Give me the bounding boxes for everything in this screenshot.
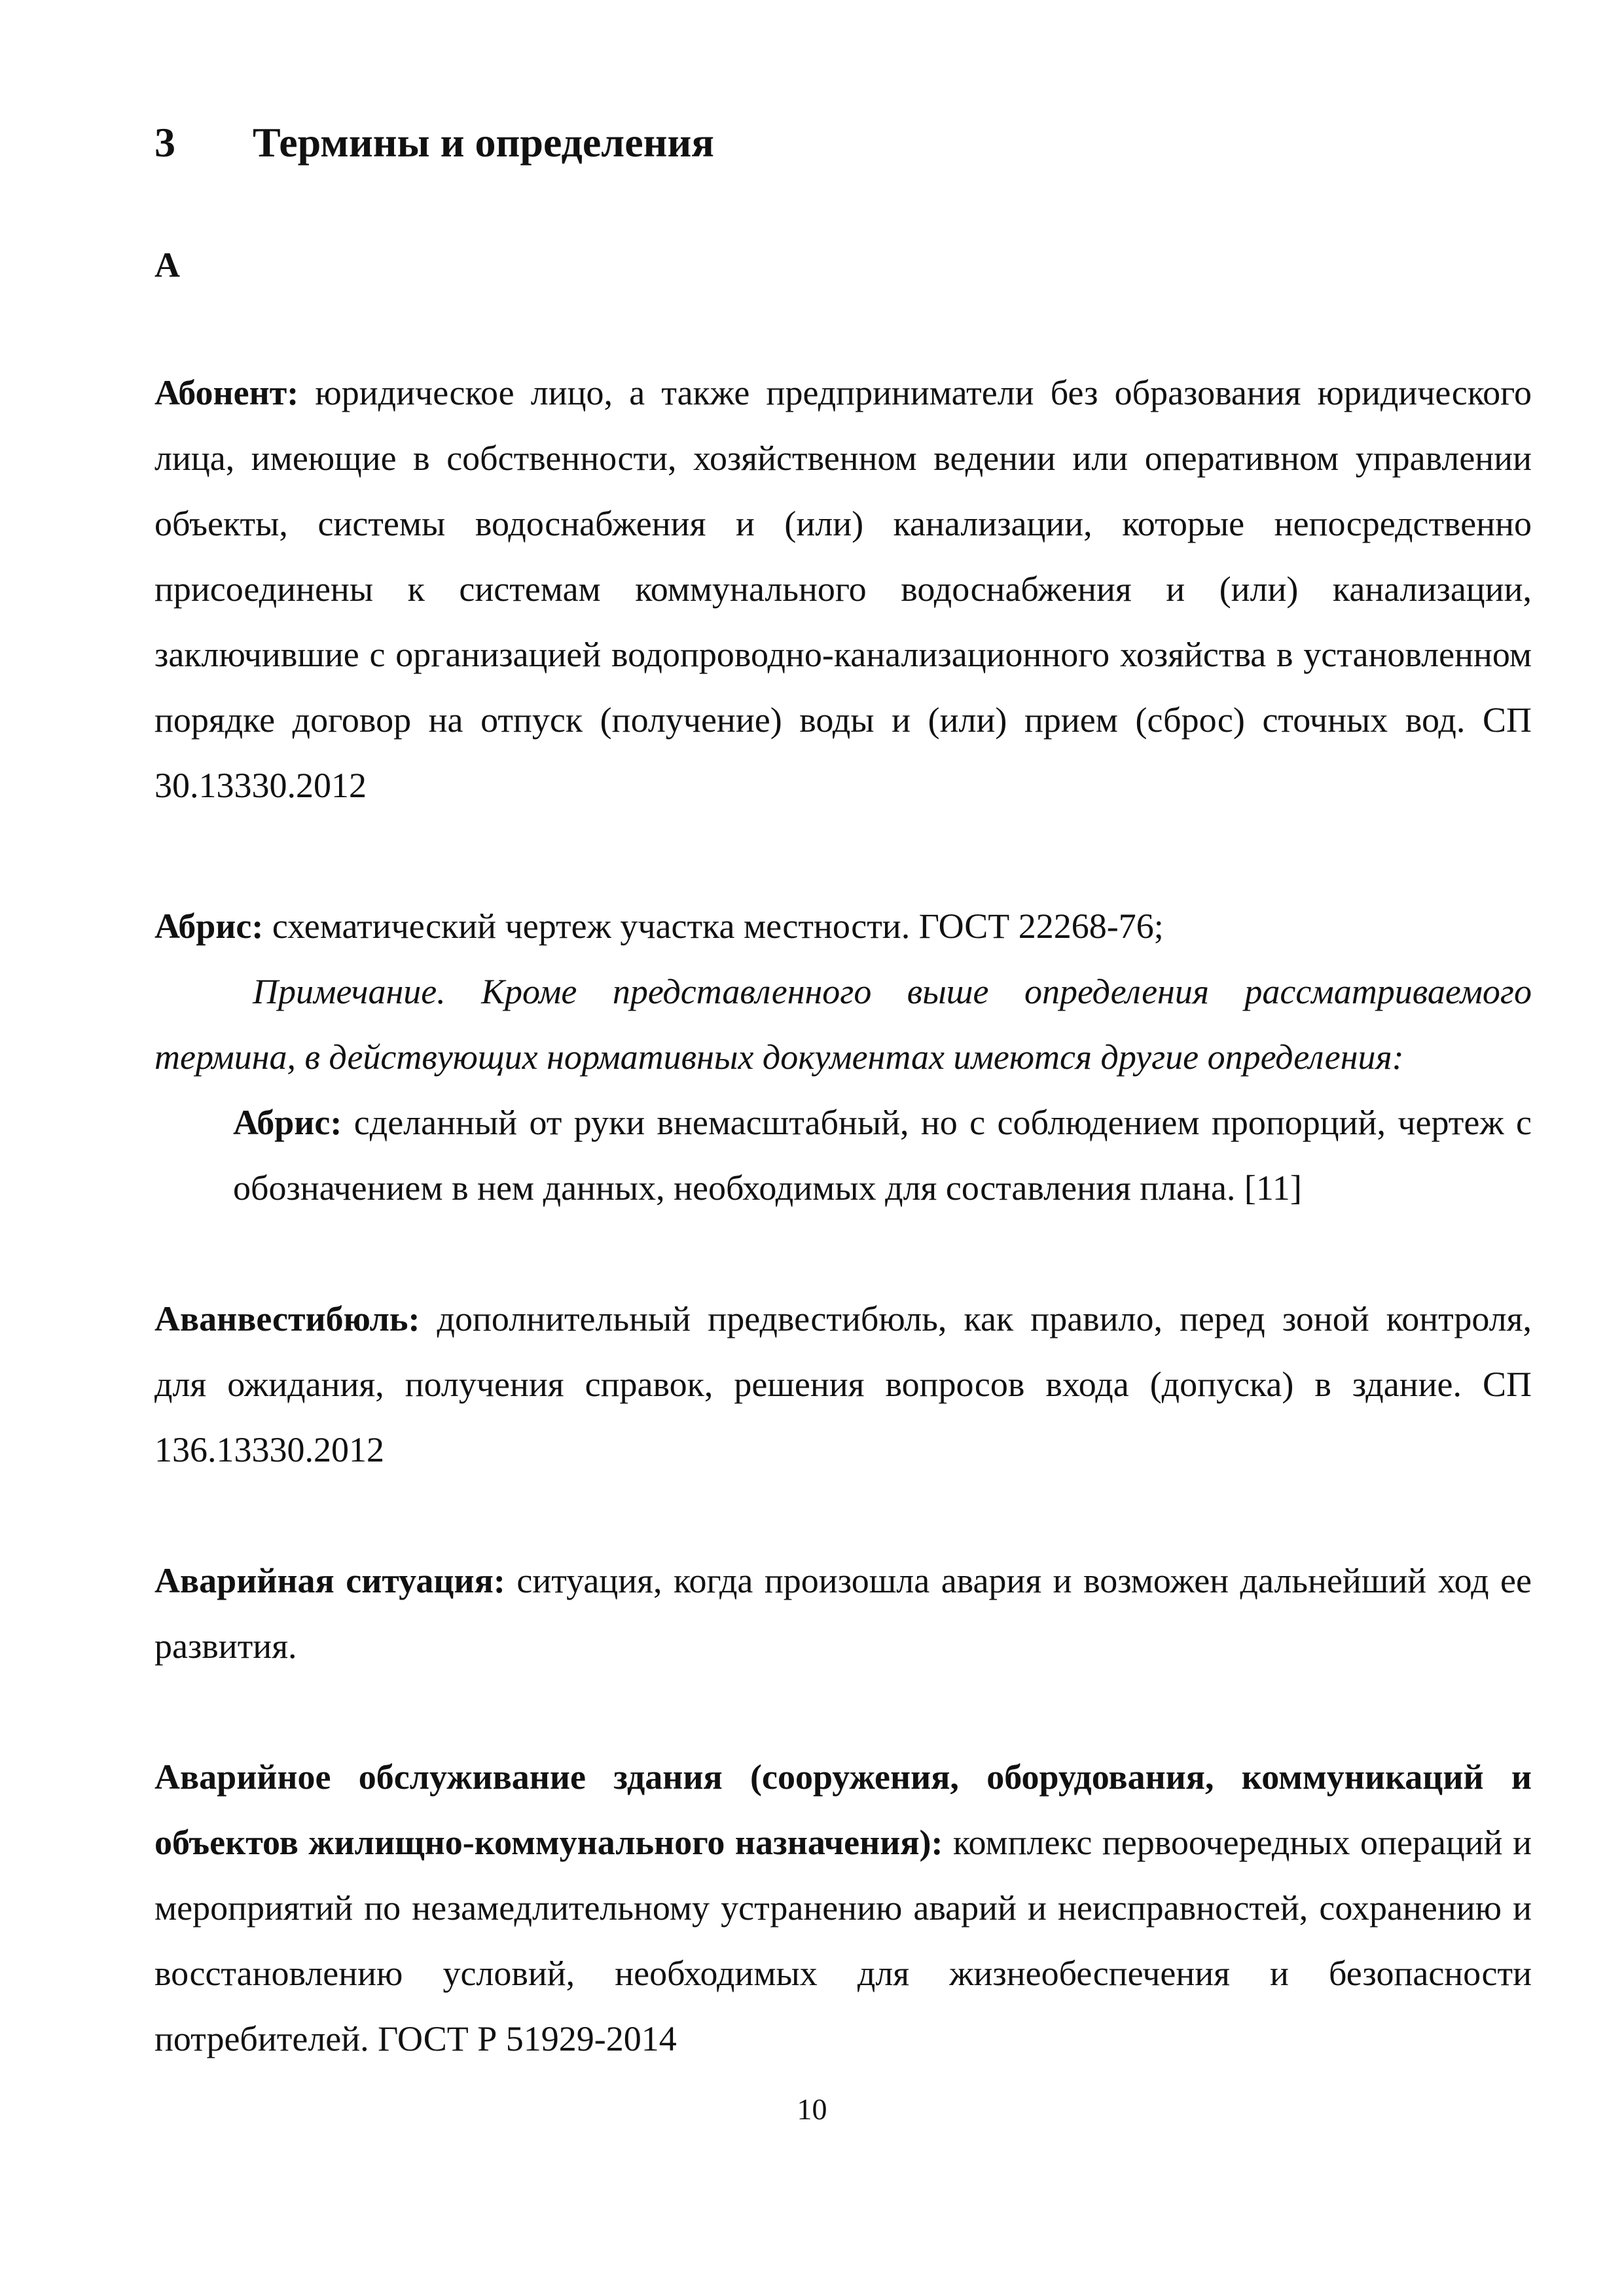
letter-heading: А xyxy=(154,245,180,285)
definition-avariynoe-obsluzhivanie: комплекс первоочередных операций и мероприятий по незамедлительному устранению аварий и неисправностей, сохранению и восстановлению условий, необходимых для жизнеобеспечения и безопасности потребителей. ГОСТ Р 51929-2014 xyxy=(154,1823,1532,2058)
section-heading xyxy=(154,117,714,169)
section-title: Термины и определения xyxy=(253,119,714,166)
entry-avariynoe-obsluzhivanie xyxy=(154,1744,1532,2072)
definition-abonent: юридическое лицо, а также предприниматели без образования юридического лица, имеющие в собственности, хозяйственном ведении или оперативном управлении объекты, системы водоснабжения и (или) канализации, которые непосредственно присоединены к системам коммунального водоснабжения и (или) канализации, заключившие с организацией водопроводно-канализационного хозяйства в установленном порядке договор на отпуск (получение) воды и (или) прием (сброс) сточных вод. СП 30.13330.2012 xyxy=(154,373,1532,805)
term-abris: Абрис: xyxy=(154,906,264,946)
entry-avanvestibul xyxy=(154,1286,1532,1482)
definition-abris: схематический чертеж участка местности. ГОСТ 22268-76; xyxy=(263,906,1164,946)
note-abris: Примечание. Кроме представленного выше определения рассматриваемого термина, в действующих нормативных документах имеются другие определения: xyxy=(154,972,1532,1077)
entry-abonent xyxy=(154,360,1532,818)
term-avariynaya-situatsiya: Аварийная ситуация: xyxy=(154,1561,505,1600)
entry-abris xyxy=(154,893,1532,959)
term-avanvestibul: Аванвестибюль: xyxy=(154,1299,420,1338)
alt-term-abris: Абрис: xyxy=(233,1103,342,1142)
alt-definition-abris xyxy=(233,1090,1532,1221)
term-avariynoe-obsluzhivanie: Аварийное обслуживание здания (сооружения, оборудования, коммуникаций и объектов жилищно-коммунального назначения): xyxy=(154,1757,1532,1862)
section-number: 3 xyxy=(154,119,175,166)
definition-avanvestibul: дополнительный предвестибюль, как правило, перед зоной контроля, для ожидания, получения справок, решения вопросов входа (допуска) в здание. СП 136.13330.2012 xyxy=(154,1299,1532,1469)
entry-avariynaya-situatsiya xyxy=(154,1548,1532,1679)
page-number: 10 xyxy=(797,2092,827,2126)
term-abonent: Абонент: xyxy=(154,373,299,412)
alt-definition-abris-text: сделанный от руки внемасштабный, но с соблюдением пропорций, чертеж с обозначением в нем данных, необходимых для составления плана. [11] xyxy=(233,1103,1532,1208)
definition-avariynaya-situatsiya: ситуация, когда произошла авария и возможен дальнейший ход ее развития. xyxy=(154,1561,1532,1666)
